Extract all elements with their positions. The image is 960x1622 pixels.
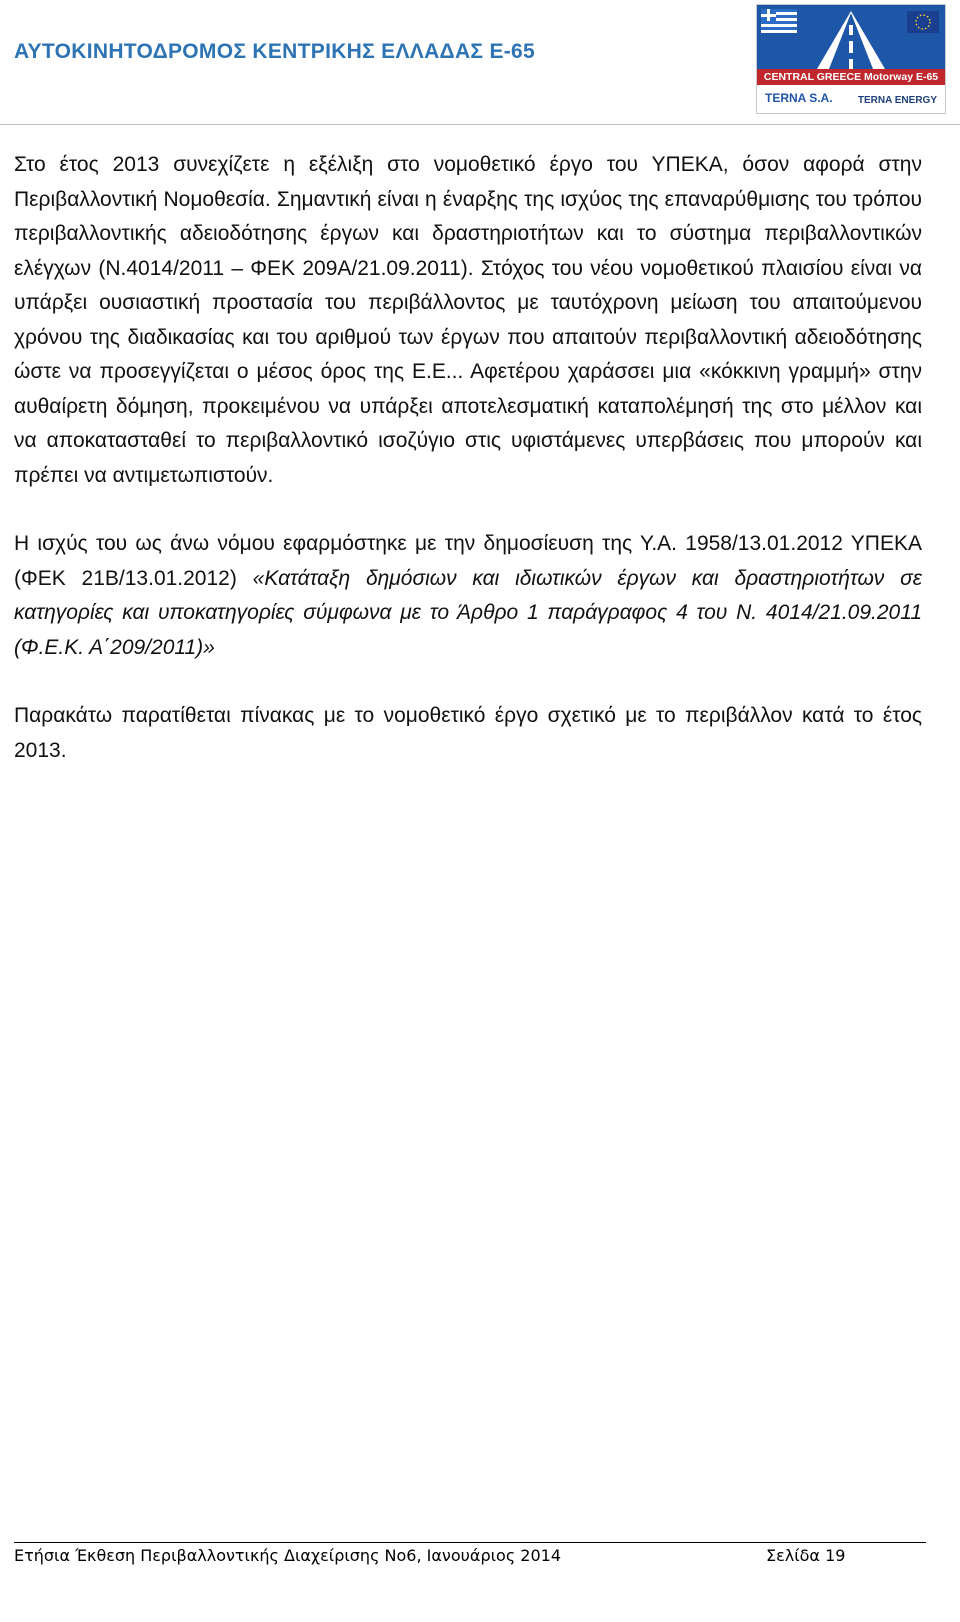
- header-divider: [0, 124, 960, 125]
- logo-companies: [757, 87, 945, 113]
- document-body: [14, 148, 922, 768]
- footer-report-title: Ετήσια Έκθεση Περιβαλλοντικής Διαχείρισης Νο6, Ιανουάριος 2014: [14, 1546, 562, 1565]
- paragraph-legislation-overview: Στο έτος 2013 συνεχίζετε η εξέλιξη στο νομοθετικό έργο του ΥΠΕΚΑ, όσον αφορά στην Περιβαλλοντική Νομοθεσία. Σημαντική είναι η έναρξης της ισχύος της επαναρύθμισης του τρόπου περιβαλλοντικής αδειοδότησης έργων και δραστηριοτήτων και το σύστημα περιβαλλοντικών ελέγχων (Ν.4014/2011 – ΦΕΚ 209Α/21.09.2011). Στόχος του νέου νομοθετικού πλαισίου είναι να υπάρξει ουσιαστική προστασία του περιβάλλοντος με ταυτόχρονη μείωση του απαιτούμενου χρόνου της διαδικασίας και του αριθμού των έργων που απαιτούν περιβαλλοντική αδειοδότησης ώστε να προσεγγίζεται ο μέσος όρος της Ε.Ε... Αφετέρου χαράσσει μια «κόκκινη γραμμή» στην αυθαίρετη δόμηση, προκειμένου να υπάρξει αποτελεσματική καταπολέμησή της στο μέλλον και να αποκατασταθεί το περιβαλλοντικό ισοζύγιο στις υφιστάμενες υπερβάσεις που μπορούν και πρέπει να αντιμετωπιστούν.: [14, 153, 922, 487]
- motorway-logo: [756, 4, 946, 114]
- terna-energy-logo-text: TERNA ENERGY: [857, 95, 937, 106]
- decision-title-italic: «Κατάταξη δημόσιων και ιδιωτικών έργων και δραστηριοτήτων σε κατηγορίες και υποκατηγορίες σύμφωνα με το Άρθρο 1 παράγραφος 4 του Ν. 4014/21.09.2011 (Φ.Ε.Κ. Α΄209/2011)»: [14, 566, 922, 659]
- footer-page-number: Σελίδα 19: [766, 1546, 846, 1565]
- road-icon: [757, 5, 945, 69]
- logo-banner: CENTRAL GREECE Motorway E-65: [757, 69, 945, 85]
- paragraph-ministerial-decision-text: Η ισχύς του ως άνω νόμου εφαρμόστηκε με την δημοσίευση της Υ.Α. 1958/13.01.2012 ΥΠΕΚΑ (ΦΕΚ 21Β/13.01.2012): [14, 532, 922, 590]
- document-header-title: ΑΥΤΟΚΙΝΗΤΟΔΡΟΜΟΣ ΚΕΝΤΡΙΚΗΣ ΕΛΛΑΔΑΣ Ε-65: [14, 40, 536, 63]
- footer-divider: [14, 1542, 926, 1543]
- paragraph-ministerial-decision: [14, 527, 922, 665]
- paragraph-table-intro: Παρακάτω παρατίθεται πίνακας με το νομοθετικό έργο σχετικό με το περιβάλλον κατά το έτος 2013.: [14, 704, 922, 762]
- terna-logo-text: TERNA S.A.: [765, 91, 833, 105]
